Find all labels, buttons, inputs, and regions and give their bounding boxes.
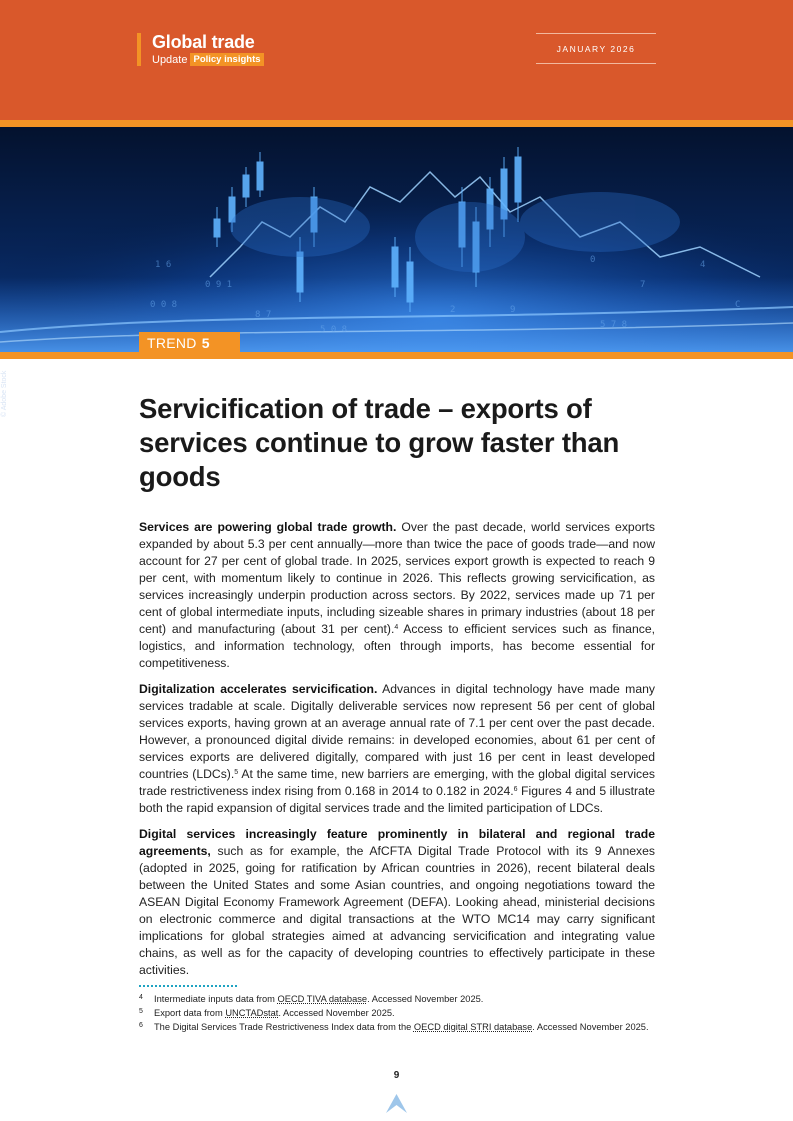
brand-title: Global trade bbox=[152, 32, 255, 52]
footnote-link-oecd-tiva[interactable]: OECD TIVA database bbox=[277, 994, 368, 1004]
issue-date bbox=[536, 33, 656, 64]
footnote-text bbox=[154, 1020, 649, 1034]
footnote-text-after: . Accessed November 2025. bbox=[367, 994, 484, 1004]
brand-badge: Policy insights bbox=[190, 53, 263, 66]
page-title bbox=[139, 392, 659, 494]
footnote-number: 6 bbox=[139, 1022, 143, 1029]
header-accent-stripe bbox=[0, 120, 793, 127]
svg-text:7: 7 bbox=[640, 280, 646, 290]
svg-text:0 9 1: 0 9 1 bbox=[205, 280, 233, 290]
footnote-item bbox=[139, 1020, 669, 1034]
page-header bbox=[0, 0, 793, 120]
svg-text:0: 0 bbox=[590, 255, 596, 265]
trend-label: TREND bbox=[147, 335, 197, 351]
footnote-ref[interactable]: 6 bbox=[513, 786, 518, 793]
svg-text:1 6: 1 6 bbox=[155, 260, 172, 270]
paragraph-digitalization bbox=[139, 681, 655, 817]
footnote-divider bbox=[139, 985, 237, 987]
trend-badge bbox=[139, 332, 240, 354]
paragraph-lead: Digital services increasingly feature prominently in bilateral and regional trade agreements, bbox=[139, 827, 655, 858]
svg-text:5 7 8: 5 7 8 bbox=[600, 320, 628, 330]
paragraph-services-growth bbox=[139, 519, 655, 672]
footnote-ref[interactable]: 5 bbox=[234, 769, 239, 776]
paragraph-trade-agreements bbox=[139, 826, 655, 979]
paragraph-text: Figures 4 and 5 illustrate both the rapid expansion of digital services trade and the limited participation of LDCs. bbox=[139, 784, 655, 815]
footnote-number: 4 bbox=[139, 994, 143, 1001]
footnote-text bbox=[154, 1006, 395, 1020]
svg-text:0 0 8: 0 0 8 bbox=[150, 300, 178, 310]
brand-subtitle bbox=[152, 53, 264, 66]
footnotes bbox=[139, 992, 669, 1034]
paragraph-text: such as for example, the AfCFTA Digital Trade Protocol with its 9 Annexes (adopted in 2025, going for ratification by African countries in 2026), recent bilateral deals between the United States and some Asian countries, and ongoing negotiations toward the ASEAN Digital Economy Framework Agreement (DEFA). Looking ahead, ministerial decisions on electronic commerce and digital transactions at the WTO MC14 may carry significant implications for global strategies aimed at advancing servicification and integrating value chains, as well as for the capacity of developing countries to effectively participate in these activities. bbox=[139, 844, 655, 977]
footnote-link-oecd-stri[interactable]: OECD digital STRI database bbox=[413, 1022, 533, 1032]
page-number: 9 bbox=[393, 1070, 400, 1081]
image-credit: © Adobe Stock bbox=[1, 370, 8, 417]
paragraph-text: At the same time, new barriers are emerging, with the global digital services trade restrictiveness index rising from 0.168 in 2014 to 0.182 in 2024. bbox=[139, 767, 655, 798]
paragraph-text: Over the past decade, world services exports expanded by about 5.3 per cent annually—more than twice the pace of goods trade—and now account for 27 per cent of global trade. In 2025, services export growth is expected to reach 9 per cent, with momentum likely to continue in 2026. This reflects growing servicification, as services increasingly underpin production across sectors. By 2022, services made up 71 per cent of global intermediate inputs, including sizeable shares in primary industries (about 18 per cent) and manufacturing (about 31 per cent). bbox=[139, 520, 656, 636]
paragraph-text: Access to efficient services such as finance, logistics, and information technology, often through imports, has become essential for competitiveness. bbox=[139, 622, 655, 670]
svg-text:9: 9 bbox=[510, 305, 516, 315]
publication-brand bbox=[137, 33, 264, 66]
svg-text:4: 4 bbox=[700, 260, 706, 270]
article-body bbox=[139, 519, 655, 988]
footnote-text-before: Intermediate inputs data from bbox=[154, 994, 278, 1004]
back-to-top-button[interactable] bbox=[384, 1090, 409, 1120]
hero-accent-stripe bbox=[0, 352, 793, 359]
footnote-text-before: The Digital Services Trade Restrictiveness Index data from the bbox=[154, 1022, 414, 1032]
paragraph-text: Advances in digital technology have made many services tradable at scale. Digitally deliverable services now represent 56 per cent of global services exports, having grown at an average annual rate of 7.1 per cent over the past decade. However, a pronounced digital divide remains: in developed economies, about 61 per cent of services exports are delivered digitally, compared with just 16 per cent in least developed countries (LDCs). bbox=[139, 682, 655, 781]
svg-text:5 0 8: 5 0 8 bbox=[320, 325, 348, 335]
svg-text:8 7: 8 7 bbox=[255, 310, 272, 320]
footnote-text-after: . Accessed November 2025. bbox=[278, 1008, 395, 1018]
issue-date-text: JANUARY 2026 bbox=[556, 43, 636, 54]
paragraph-lead: Digitalization accelerates servicification. bbox=[139, 682, 378, 696]
footnote-item bbox=[139, 992, 669, 1006]
paragraph-lead: Services are powering global trade growth. bbox=[139, 520, 397, 534]
brand-update-label: Update bbox=[152, 53, 188, 66]
footnote-item bbox=[139, 1006, 669, 1020]
page-title-rest: – exports of services continue to grow faster than goods bbox=[139, 393, 620, 492]
footnote-link-unctadstat[interactable]: UNCTADstat bbox=[225, 1008, 279, 1018]
stock-chart-illustration bbox=[0, 127, 793, 352]
footnote-ref[interactable]: 4 bbox=[394, 624, 399, 631]
footnote-text-before: Export data from bbox=[154, 1008, 226, 1018]
svg-text:C: C bbox=[735, 300, 741, 310]
footnote-text bbox=[154, 992, 483, 1006]
trend-number: 5 bbox=[201, 335, 210, 351]
page-title-bold: Servicification of trade bbox=[139, 393, 431, 424]
footnote-text-after: . Accessed November 2025. bbox=[532, 1022, 649, 1032]
svg-text:2: 2 bbox=[450, 305, 456, 315]
chevron-up-icon bbox=[384, 1090, 409, 1115]
footnote-number: 5 bbox=[139, 1008, 143, 1015]
